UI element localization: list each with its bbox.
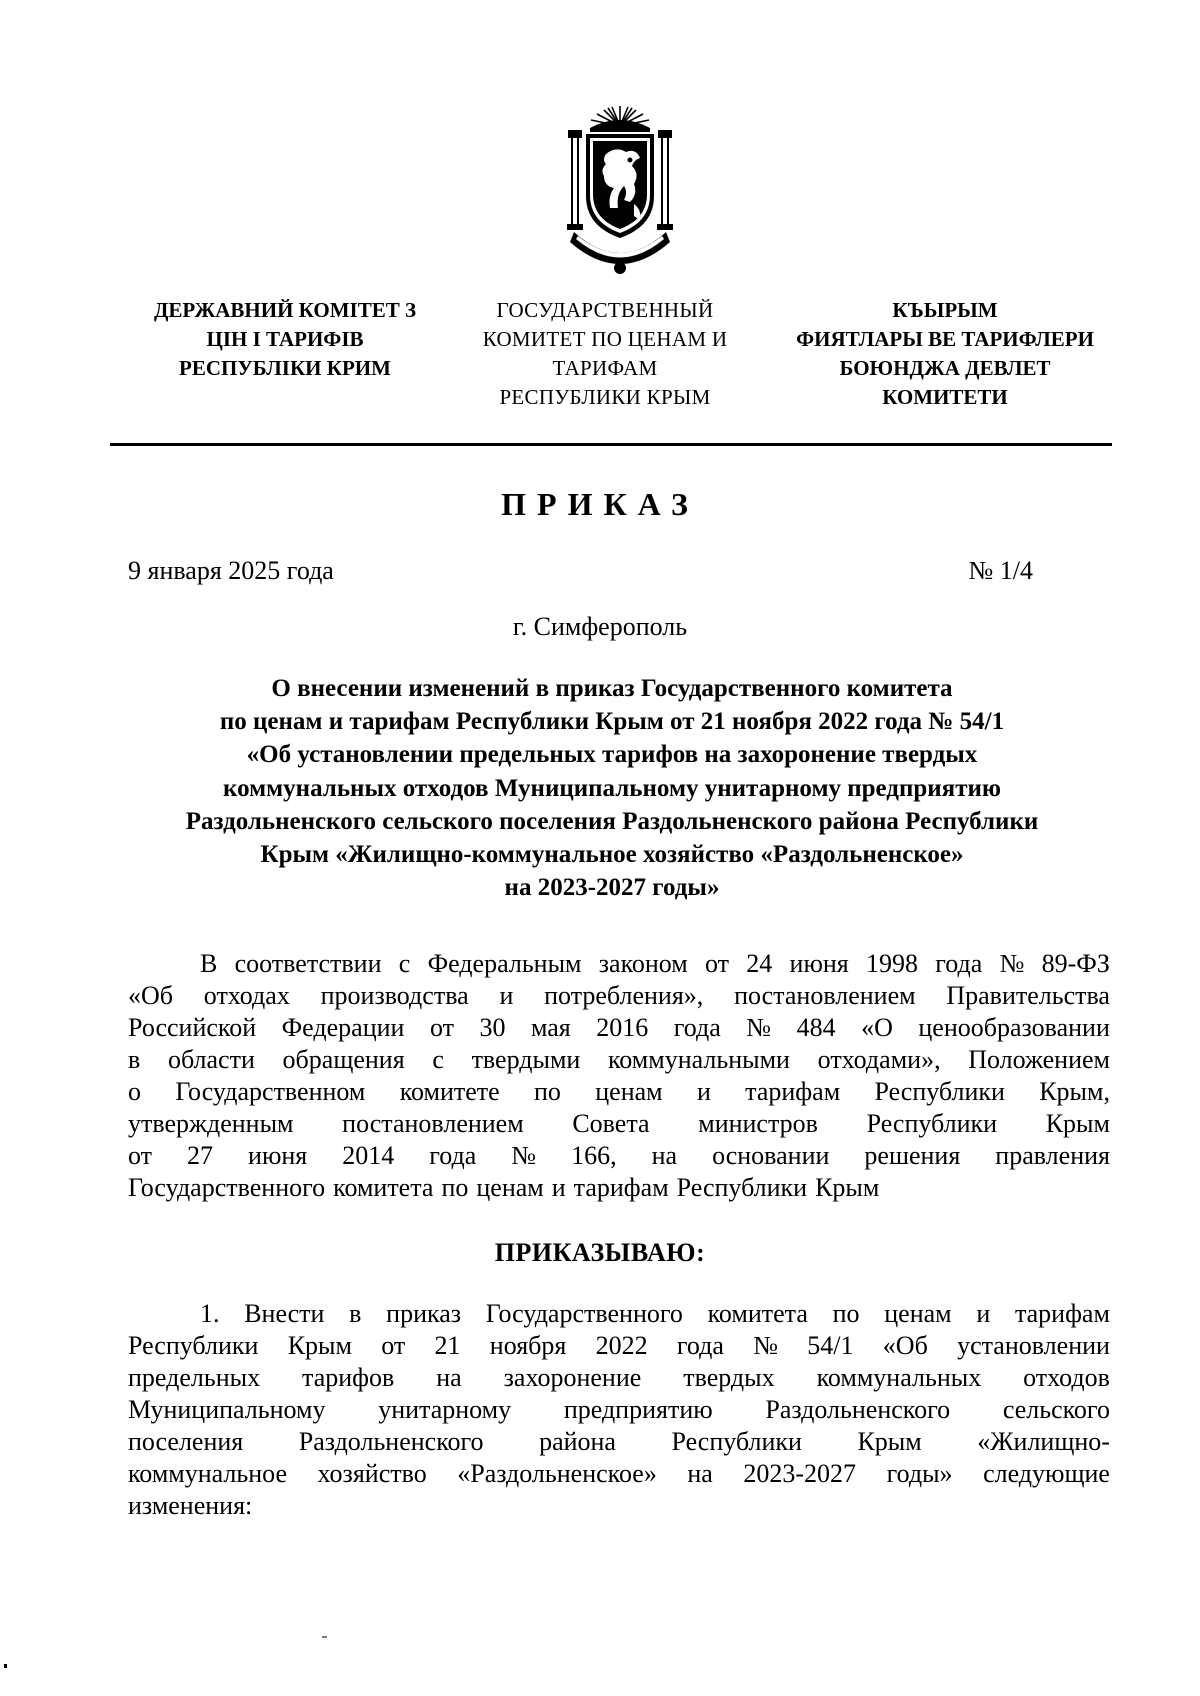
paragraph-line: Государственного комитета по ценам и тарифам Республики Крым	[128, 1173, 880, 1202]
letterhead	[120, 296, 1110, 418]
paragraph-line: поселения Раздольненского района Республики Крым «Жилищно-	[128, 1427, 1110, 1456]
paragraph-line: изменения:	[128, 1491, 253, 1520]
paragraph-line: Российской Федерации от 30 мая 2016 года № 484 «О ценообразовании	[128, 1013, 1110, 1042]
paragraph-line: 1. Внести в приказ Государственного комитета по ценам и тарифам	[200, 1299, 1110, 1328]
order-heading: ПРИКАЗЫВАЮ:	[494, 1238, 706, 1267]
letterhead-russian: ГОСУДАРСТВЕННЫЙ КОМИТЕТ ПО ЦЕНАМ И ТАРИФАМ РЕСПУБЛИКИ КРЫМ	[482, 298, 728, 409]
header-divider	[110, 443, 1112, 446]
document-title: ПРИКАЗ	[501, 486, 699, 522]
preamble-paragraph	[128, 948, 1110, 1204]
paragraph-line: Республики Крым от 21 ноября 2022 года № 54/1 «Об установлении	[128, 1331, 1110, 1360]
paragraph-line: от 27 июня 2014 года № 166, на основании решения правления	[128, 1141, 1110, 1170]
paragraph-line: утвержденным постановлением Совета министров Республики Крым	[128, 1109, 1110, 1138]
scan-mark	[4, 1664, 7, 1668]
document-subject: О внесении изменений в приказ Государственного комитета по ценам и тарифам Республики Крым от 21 ноября 2022 года № 54/1 «Об установлении предельных тарифов на захоронение твердых коммунальных отходов Муниципальному унитарному предприятию Раздольненского сельского поселения Раздольненского района Республики Крым «Жилищно-коммунальное хозяйство «Раздольненское» на 2023-2027 годы»	[185, 675, 1039, 902]
document-date: 9 января 2025 года	[128, 556, 334, 585]
paragraph-line: в области обращения с твердыми коммунальными отходами», Положением	[128, 1045, 1110, 1074]
letterhead-ukrainian: ДЕРЖАВНИЙ КОМІТЕТ З ЦІН І ТАРИФІВ РЕСПУБЛІКИ КРИМ	[153, 298, 417, 380]
paragraph-line: Муниципальному унитарному предприятию Раздольненского сельского	[128, 1395, 1110, 1424]
scan-mark	[322, 1636, 327, 1638]
paragraph-line: предельных тарифов на захоронение твердых коммунальных отходов	[128, 1363, 1110, 1392]
document-number: № 1/4	[968, 556, 1033, 585]
paragraph-line: В соответствии с Федеральным законом от 24 июня 1998 года № 89-ФЗ	[200, 949, 1110, 978]
paragraph-line: о Государственном комитете по ценам и тарифам Республики Крым,	[128, 1077, 1110, 1106]
coat-of-arms-icon	[560, 104, 680, 276]
paragraph-line: «Об отходах производства и потребления», постановлением Правительства	[128, 981, 1110, 1010]
paragraph-line: коммунальное хозяйство «Раздольненское» на 2023-2027 годы» следующие	[128, 1459, 1110, 1488]
document-city: г. Симферополь	[512, 612, 688, 641]
letterhead-crimean-tatar: КЪЫРЫМ ФИЯТЛАРЫ ВЕ ТАРИФЛЕРИ БОЮНДЖА ДЕВЛЕТ КОМИТЕТИ	[796, 298, 1094, 409]
order-item-1	[128, 1298, 1110, 1522]
